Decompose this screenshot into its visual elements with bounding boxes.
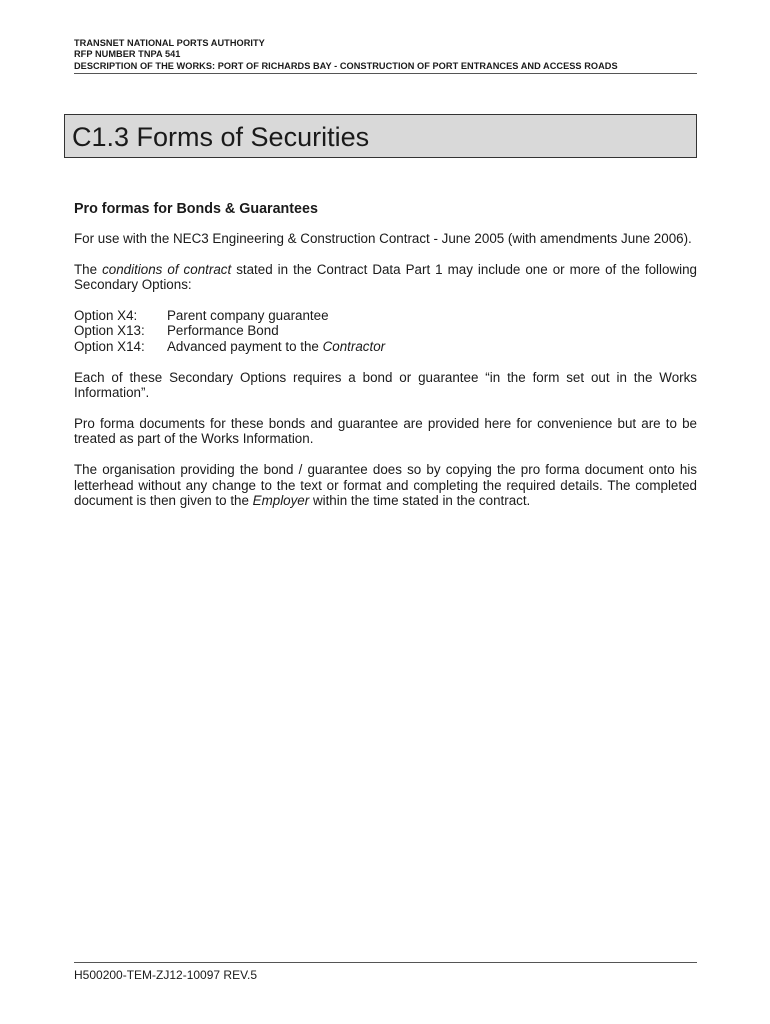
paragraph-organisation-procedure xyxy=(74,462,697,509)
header-rfp-number: RFP NUMBER TNPA 541 xyxy=(74,49,181,60)
paragraph-conditions-before: The xyxy=(74,261,103,277)
document-body xyxy=(74,200,697,524)
paragraph-pro-forma-documents: Pro forma documents for these bonds and guarantee are provided here for convenience but are to be treated as part of the Works Information. xyxy=(74,415,697,447)
paragraph-conditions xyxy=(74,262,697,293)
paragraph-nec3-usage: For use with the NEC3 Engineering & Construction Contract - June 2005 (with amendments June 2006). xyxy=(74,231,692,246)
document-header xyxy=(74,38,697,74)
option-code: Option X4: xyxy=(74,307,138,323)
header-organisation: TRANSNET NATIONAL PORTS AUTHORITY xyxy=(74,38,265,48)
secondary-options-list xyxy=(74,308,697,355)
option-code: Option X13: xyxy=(74,323,145,339)
paragraph-bond-requirement: Each of these Secondary Options requires a bond or guarantee “in the form set out in the Works Information”. xyxy=(74,369,697,401)
option-code: Option X14: xyxy=(74,338,145,354)
document-footer: H500200-TEM-ZJ12-10097 REV.5 xyxy=(74,962,697,982)
paragraph-procedure-before: The organisation providing the bond / guarantee does so by copying the pro forma document onto his letterhead without any change to the text or format and completing the required details. The completed document is then given to the xyxy=(74,461,697,509)
section-title-box xyxy=(64,114,697,158)
paragraph-procedure-italic: Employer xyxy=(252,493,310,509)
paragraph-conditions-after: stated in the Contract Data Part 1 may include one or more of the following Secondary Options: xyxy=(74,261,697,293)
section-title: C1.3 Forms of Securities xyxy=(72,122,370,152)
option-row xyxy=(74,308,697,324)
paragraph-procedure-after: within the time stated in the contract. xyxy=(309,493,531,509)
option-row xyxy=(74,323,697,339)
header-description: DESCRIPTION OF THE WORKS: PORT OF RICHARDS BAY - CONSTRUCTION OF PORT ENTRANCES AND ACCESS ROADS xyxy=(74,60,618,71)
option-row xyxy=(74,339,697,355)
option-text: Advanced payment to the Contractor xyxy=(167,338,386,354)
option-text: Performance Bond xyxy=(167,323,279,339)
subheading: Pro formas for Bonds & Guarantees xyxy=(74,201,318,217)
option-text: Parent company guarantee xyxy=(167,307,329,323)
paragraph-conditions-italic: conditions of contract xyxy=(102,261,232,277)
